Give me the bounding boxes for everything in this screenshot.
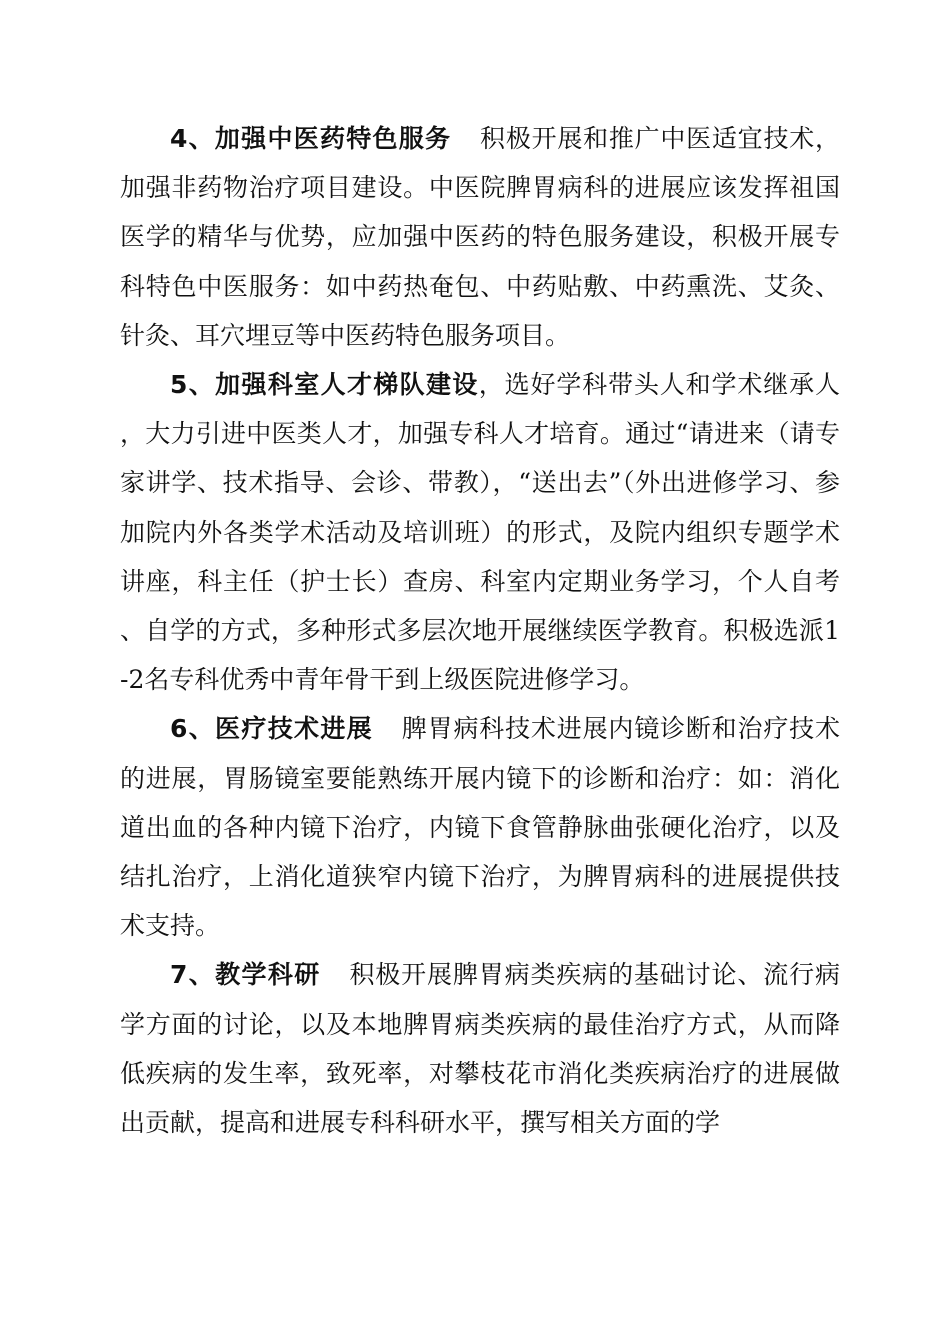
document-body bbox=[120, 114, 840, 1147]
section-6-heading bbox=[170, 714, 373, 743]
section-7-number: 7、 bbox=[170, 960, 216, 990]
section-6-body: 脾胃病科技术进展内镜诊断和治疗技术的进展，胃肠镜室要能熟练开展内镜下的诊断和治疗：如：消化道出血的各种内镜下治疗，内镜下食管静脉曲张硬化治疗，以及结扎治疗，上消化道狭窄内镜下治疗，为脾胃病科的进展提供技术支持。 bbox=[120, 714, 840, 941]
section-5-title: 加强科室人才梯队建设 bbox=[215, 370, 479, 400]
section-5-number: 5、 bbox=[170, 370, 216, 400]
section-7-heading bbox=[170, 960, 321, 989]
section-6-paragraph bbox=[120, 704, 840, 950]
section-6-title: 医疗技术进展 bbox=[215, 714, 373, 744]
section-4-heading bbox=[170, 124, 451, 153]
section-7-paragraph bbox=[120, 950, 840, 1147]
section-5-paragraph bbox=[120, 360, 840, 704]
section-5-heading bbox=[170, 370, 479, 399]
section-5-body: ，选好学科带头人和学术继承人，大力引进中医类人才，加强专科人才培育。通过“请进来（请专家讲学、技术指导、会诊、带教），“送出去”（外出进修学习、参加院内外各类学术活动及培训班）的形式，及院内组织专题学术讲座，科主任（护士长）查房、科室内定期业务学习，个人自考、自学的方式，多种形式多层次地开展继续医学教育。积极选派1-2名专科优秀中青年骨干到上级医院进修学习。 bbox=[120, 370, 840, 695]
section-6-number: 6、 bbox=[170, 714, 216, 744]
section-4-title: 加强中医药特色服务 bbox=[214, 124, 452, 153]
section-7-body: 积极开展脾胃病类疾病的基础讨论、流行病学方面的讨论，以及本地脾胃病类疾病的最佳治疗方式，从而降低疾病的发生率，致死率，对攀枝花市消化类疾病治疗的进展做出贡献，提高和进展专科科研水平，撰写相关方面的学 bbox=[120, 960, 840, 1138]
section-4-body: 积极开展和推广中医适宜技术，加强非药物治疗项目建设。中医院脾胃病科的进展应该发挥祖国医学的精华与优势，应加强中医药的特色服务建设，积极开展专科特色中医服务：如中药热奄包、中药贴敷、中药熏洗、艾灸、针灸、耳穴埋豆等中医药特色服务项目。 bbox=[120, 124, 840, 350]
section-4-number: 4、 bbox=[170, 124, 215, 153]
section-7-title: 教学科研 bbox=[215, 960, 321, 990]
section-4-paragraph bbox=[120, 114, 840, 360]
